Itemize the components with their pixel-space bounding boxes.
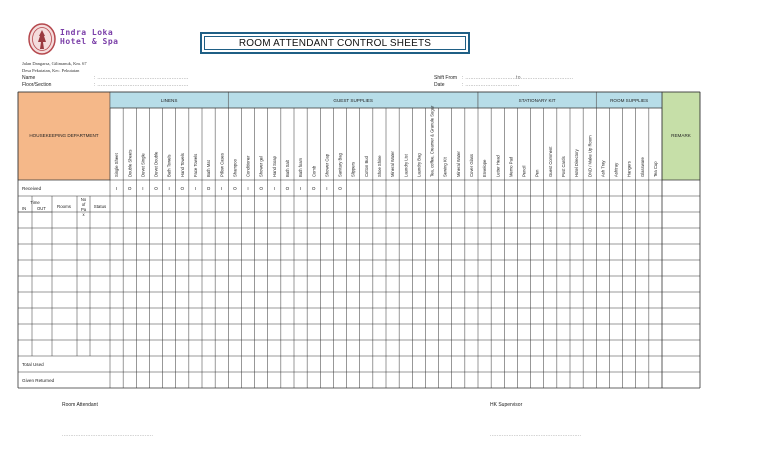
received-io-mark: I [168,186,170,191]
column-header: Conditioner [245,155,251,177]
room-attendant-label: Room Attendant [62,402,98,408]
column-header: Bath Mat [206,160,212,177]
out-label: OUT [37,206,46,211]
column-header: Pencil [521,165,527,177]
column-header: Face Towels [193,153,199,177]
address-line-1: Jalan Dangarsa, Gilimanuk, Km. 67 [22,61,87,66]
column-header: Laundry List [403,154,409,177]
hk-supervisor-signature-line[interactable]: ...................................................... [490,432,582,438]
received-io-mark: O [154,186,158,191]
date-input[interactable]: : ................................ [462,82,520,88]
column-header: Shampoo [232,159,238,177]
time-label: Time [30,200,40,205]
floor-label: Floor/Section [22,82,52,88]
column-header: Laundry Bag [416,153,422,177]
column-header: Bath Towels [166,154,172,177]
column-header: Bath foam [298,157,304,177]
column-header: DND / Make Up Room [587,135,593,177]
column-header: Cover Glass [469,153,475,177]
date-label: Date [434,82,445,88]
received-io-mark: O [311,186,316,191]
received-io-mark: O [338,186,342,191]
column-header: Glassware [639,157,645,177]
column-header: Sewing Kit [442,157,448,177]
rooms-label: Rooms [57,204,71,209]
room-attendant-signature-line[interactable]: ...................................................... [62,432,154,438]
column-header: Letter Head [495,155,501,177]
received-io-mark: O [259,186,263,191]
floor-input[interactable]: : ...................................................... [94,82,189,88]
received-io-mark: O [233,186,237,191]
name-label: Name [22,75,36,81]
column-header: Pen [534,169,540,177]
total-used-label: Total Used [22,362,44,367]
received-io-mark: O [285,186,290,191]
column-header: Ashtray [613,162,619,177]
received-io-mark: I [142,186,144,191]
address-line-2: Desa Pekutatan, Kec. Pekutatan [22,68,80,73]
received-label: Received [22,186,42,191]
column-header: Tea Cup [653,161,659,177]
column-header: Hand Soap [271,156,277,177]
status-label: Status [93,204,107,209]
hk-supervisor-label: HK Supervisor [490,402,523,408]
received-io-mark: I [299,186,302,191]
column-header: Double Sheets [127,149,133,177]
pax-label-part: x [82,212,85,217]
shift-input[interactable]: : ..............................to............................... [462,75,574,81]
column-header: Comb [311,165,317,177]
pax-label-part: Pa [80,207,87,212]
column-header: Pillow Cases [219,153,225,177]
column-header: Single Sheet [114,153,120,177]
name-input[interactable]: : ...................................................... [94,75,189,81]
received-io-mark: I [115,186,118,191]
group-linens-label: LINENS [160,98,178,103]
received-io-mark: O [180,186,185,191]
column-header: Envelope [482,159,488,177]
column-header: Hand Towels [179,153,185,177]
column-header: Tea, coffee, Creamer & Granule Sugar [429,105,435,177]
pax-label-part: of [81,202,86,207]
column-header: Shoe Shine [377,155,383,177]
column-header: Ash Tray [600,160,606,177]
column-header: Memo Pad [508,156,514,177]
column-header: Post Cards [561,156,567,177]
received-io-mark: I [221,186,223,191]
column-header: Hangers [626,161,632,177]
pax-label-part: No [80,197,87,202]
hotel-name-line1: Indra Loka [60,28,114,37]
received-io-mark: I [273,186,275,191]
column-header: Shower Cap [324,153,330,177]
column-header: Slippers [350,161,356,177]
column-header: Sanitary Bag [337,153,343,177]
column-header: Guest Comment [547,146,553,177]
received-io-mark: O [127,186,132,191]
received-io-mark: I [326,186,328,191]
housekeeping-department-label: HOUSEKEEPING DEPARTMENT [29,133,99,138]
group-stationary-kit-label: STATIONARY KIT [518,98,556,103]
column-header: Duvet Double [153,151,159,177]
in-label: IN [22,206,27,211]
column-header: Mineral Water [455,151,461,177]
column-header: Shower gel [258,156,264,177]
column-header: Cotton Bud [363,156,369,177]
remark-label: REMARK [671,133,691,138]
hotel-name-line2: Hotel & Spa [60,37,119,46]
column-header: Bath Salt [285,160,291,177]
received-io-mark: O [206,186,211,191]
shift-label: Shift From [434,75,458,81]
group-room-supplies-label: ROOM SUPPLIES [610,98,649,103]
column-header: Mineral Water [390,151,396,177]
received-io-mark: I [194,186,197,191]
document-title: ROOM ATTENDANT CONTROL SHEETS [238,37,432,49]
column-header: Duvet Single [140,153,146,177]
column-header: Hotel Directory [574,149,580,177]
received-io-mark: I [247,186,249,191]
given-returned-label: Given Returned [22,378,55,383]
group-guest-supplies-label: GUEST SUPPLIES [333,98,373,103]
